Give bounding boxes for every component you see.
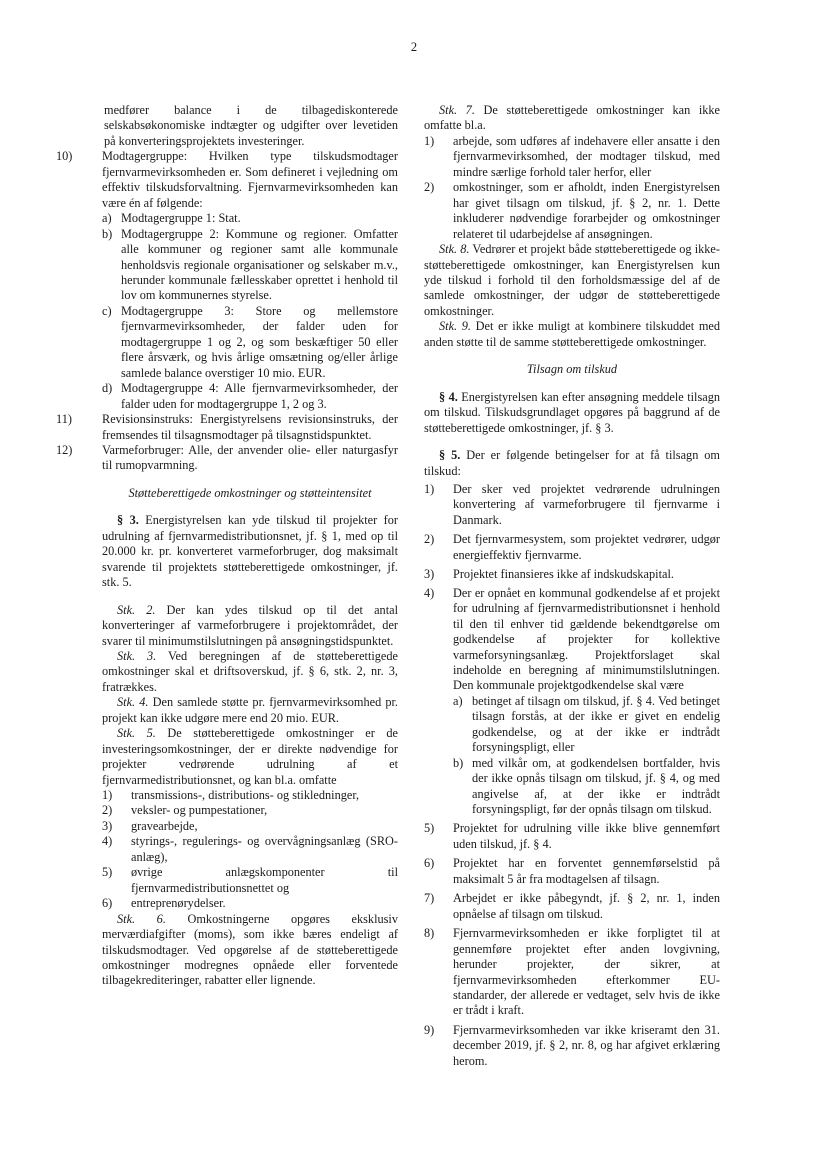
stk-label: Stk. 3. [117,648,157,663]
item-number: 1) [424,481,435,496]
item-number: 6) [424,856,435,871]
stk-label: Stk. 9. [439,319,471,334]
stk-label: Stk. 4. [117,695,149,710]
right-column [424,103,720,1069]
stk-text: Omkostningerne opgøres eksklusiv merværdiafgifter (moms), som ikke bæres endeligt af tilskudsmodtager. Ved opgørelse af de støtteberettigede omkostninger modregnes opnåede eller forventede tilbagekrediteringer, rabatter eller lignende. [102,911,398,988]
sub-label: a) [102,211,112,226]
stk-3 [102,649,398,695]
item-text: Fjernvarmevirksomheden var ikke kriseramt den 31. december 2019, jf. § 2, nr. 8, og har afgivet erklæring herom. [453,1022,720,1068]
sub-label: b) [453,755,464,770]
section-heading: Tilsagn om tilskud [526,362,618,377]
item-text: Der er opnået en kommunal godkendelse af et projekt for udrulning af fjernvarmedistributionsnet i henhold til den til enhver tid gældende bekendtgørelse om godkendelse af projekter for kollektive varmeforsyningsanlæg. Projektforslaget skal indeholde en beregning af minimumstilslutningen. Den kommunale projektgodkendelse skal være [453,585,720,693]
section-4 [424,390,720,436]
section-label: § 3. [117,513,139,528]
sub-label: c) [102,303,112,318]
section-heading: Støtteberettigede omkostninger og støtteintensitet [128,485,372,500]
item-number: 9) [424,1022,435,1037]
definition-text: Modtagergruppe: Hvilken type tilskudsmodtager fjernvarmevirksomheden er. Som defineret i vejledning om effektiv tilskudsforvaltning. Fjernvarmevirksomheden kan være én af følgende: [102,149,398,210]
definition-11 [56,412,398,443]
list-item [424,180,720,242]
page-number: 2 [410,40,418,54]
definition-10-sub-b [102,227,398,304]
item-text: Det fjernvarmesystem, som projektet vedrører, udgør energieffektiv fjernvarme. [453,532,720,562]
item-number: 2) [424,180,435,195]
sub-text: betinget af tilsagn om tilskud, jf. § 4. Ved betinget tilsagn forstås, at der ikke er givet en endelig godkendelse, og at der ikke er indtrådt forsyningspligt, eller [472,693,720,755]
list-item [102,819,398,834]
section-label: § 4. [439,389,458,404]
condition-item [424,856,720,887]
item-text: transmissions-, distributions- og stikledninger, [131,788,360,803]
list-item [424,134,720,180]
item-text: Fjernvarmevirksomheden er ikke forpligtet til at gennemføre projektet efter anden lovgivning, herunder projekter, der sikrer, at fjernvarmevirksomheden efterkommer EU-standarder, der allerede er vedtaget, selv hvis de ikke er trådt i kraft. [453,926,720,1018]
item-number: 7) [424,891,435,906]
item-text: Projektet har en forventet gennemførselstid på maksimalt 5 år fra modtagelsen af tilsagn. [453,856,720,886]
stk-6 [102,912,398,989]
condition-item [424,1023,720,1069]
item-text: Projektet for udrulning ville ikke blive gennemført uden tilskud, jf. § 4. [453,821,720,851]
sub-text: med vilkår om, at godkendelsen bortfalder, hvis der ikke opnås tilsagn om tilskud, jf. § 4, og med angivelse af, at der ikke er indtrådt forsyningspligt, før der opnås tilsagn om tilskud. [472,755,720,817]
item-text: omkostninger, som er afholdt, inden Energistyrelsen har givet tilsagn om tilskud, jf. § 2, nr. 1. Dette inkluderer nødvendige forarbejder og omkostninger relateret til udarbejdelse af ansøgningen. [453,180,720,241]
condition-item [424,586,720,694]
item-text: Arbejdet er ikke påbegyndt, jf. § 2, nr. 1, inden opnåelse af tilsagn om tilskud. [453,891,720,921]
item-number: 8) [424,926,435,941]
list-item [102,803,398,818]
list-item [102,788,398,803]
sub-label: b) [102,226,113,241]
item-number: 4) [102,834,113,849]
section-5 [424,448,720,479]
item-number: 2) [424,532,435,547]
definition-10-sub-a [102,211,398,226]
definition-text: Varmeforbruger: Alle, der anvender olie- eller naturgasfyr til rumopvarmning. [102,442,398,473]
condition-item [424,567,720,582]
item-number: 1) [102,788,113,803]
list-item [102,896,398,911]
condition-item [424,482,720,528]
item-text: veksler- og pumpestationer, [131,803,268,818]
stk-text: Den samlede støtte pr. fjernvarmevirksomhed pr. projekt kan ikke udgøre mere end 20 mio. EUR. [102,695,398,725]
stk-text: Der kan ydes tilskud op til det antal konverteringer af varmeforbrugere i projektområdet, der svarer til minimumstilslutningen på ansøgningstidspunktet. [102,602,398,648]
sub-text: Modtagergruppe 2: Kommune og regioner. Omfatter alle kommuner og regioner samt alle kommunale henholdsvis regionale organisationer og selskaber m.v., herunder kommunale fællesskaber oprettet i henhold til lov om kommunernes styrelse. [121,226,398,303]
item-text: entreprenørydelser. [131,896,226,911]
section-3 [102,513,398,590]
stk-label: Stk. 8. [439,242,470,257]
stk-8 [424,242,720,319]
item-number: 5) [424,821,435,836]
stk-text: Vedrører et projekt både støtteberettigede og ikke-støtteberettigede omkostninger, kan Energistyrelsen kun yde tilskud i forhold til den forholdsmæssige del af de samlede omkostninger, der udgør de støtteberettigede omkostninger. [424,242,720,318]
section-text: Der er følgende betingelser for at få tilsagn om tilskud: [424,448,720,478]
stk-4 [102,695,398,726]
condition-item [424,821,720,852]
sub-text: Modtagergruppe 1: Stat. [121,211,241,226]
stk-text: De støtteberettigede omkostninger er de investeringsomkostninger, der er direkte nødvendige for projekter vedrørende udrulning af et fjernvarmedistributionsnet, og kan bl.a. omfatte [102,726,398,787]
item-text: gravearbejde, [131,818,198,833]
definition-10-sub-d [102,381,398,412]
definition-12 [56,443,398,474]
stk-label: Stk. 6. [117,911,166,926]
condition-4-sub-a [453,694,720,756]
section-text: Energistyrelsen kan efter ansøgning meddele tilsagn om tilskud. Tilskudsgrundlaget opgøres på baggrund af de støtteberettigede omkostninger, jf. § 3. [424,389,720,435]
item-number: 5) [102,865,113,880]
left-column [56,103,398,989]
item-number: 3) [102,818,113,833]
section-label: § 5. [439,448,461,463]
definition-10-sub-c [102,304,398,381]
stk-label: Stk. 7. [439,103,475,117]
list-item [102,834,398,865]
item-number: 1) [424,133,435,148]
stk-7 [424,103,720,134]
definition-number: 11) [56,412,72,427]
sub-text: Modtagergruppe 3: Store og mellemstore fjernvarmevirksomheder, der falder uden for modtagergruppe 1 og 2, og som beskæftiger 50 eller flere årsværk, og hvis årlige omsætning og/eller årlige samlede balance overstiger 10 mio. EUR. [121,303,398,380]
condition-item [424,532,720,563]
stk-5 [102,726,398,788]
stk-9 [424,319,720,350]
condition-item [424,926,720,1019]
condition-item [424,891,720,922]
stk-text: Det er ikke muligt at kombinere tilskuddet med anden støtte til de samme støtteberettigede omkostninger. [424,319,720,349]
sub-text: Modtagergruppe 4: Alle fjernvarmevirksomheder, der falder uden for modtagergruppe 1, 2 og 3. [121,381,398,411]
item-text: styrings-, regulerings- og overvågningsanlæg (SRO-anlæg), [131,834,398,864]
sub-label: a) [453,693,463,708]
item-number: 3) [424,567,435,582]
item-number: 4) [424,585,435,600]
section-text: Energistyrelsen kan yde tilskud til projekter for udrulning af fjernvarmedistributionsnet, jf. § 1, med op til 20.000 kr. pr. konverteret varmeforbruger, dog maksimalt svarende til projektets støtteberettigede omkostninger, jf. stk. 5. [102,513,398,590]
stk-text: Ved beregningen af de støtteberettigede omkostninger skal et driftsoverskud, jf. § 6, stk. 2, nr. 3, fratrækkes. [102,648,398,694]
definition-text: Revisionsinstruks: Energistyrelsens revisionsinstruks, der fremsendes til tilsagnsmodtager på tilsagnstidspunktet. [102,412,398,442]
list-item [102,865,398,896]
condition-4-sub-b [453,756,720,818]
stk-2 [102,603,398,649]
item-text: øvrige anlægskomponenter til fjernvarmedistributionsnettet og [131,865,398,895]
stk-label: Stk. 5. [117,726,156,741]
item-number: 2) [102,803,113,818]
definition-10 [56,149,398,412]
item-number: 6) [102,896,113,911]
stk-label: Stk. 2. [117,602,156,617]
definition-9-continuation: medfører balance i de tilbagediskonterede selskabsøkonomiske indtægter og udgifter over levetiden på konverteringsprojektets investeringer. [104,103,398,148]
definition-number: 12) [56,442,73,457]
item-text: arbejde, som udføres af indehavere eller ansatte i den fjernvarmevirksomhed, der modtager tilskud, med mindre særlige forhold taler herfor, eller [453,133,720,179]
definition-number: 10) [56,149,73,164]
stk-text: De støtteberettigede omkostninger kan ikke omfatte bl.a. [424,103,720,133]
sub-label: d) [102,381,113,396]
item-text: Der sker ved projektet vedrørende udrulningen konvertering af varmeforbrugere til fjernvarme i Danmark. [453,481,720,527]
item-text: Projektet finansieres ikke af indskudskapital. [453,567,674,582]
